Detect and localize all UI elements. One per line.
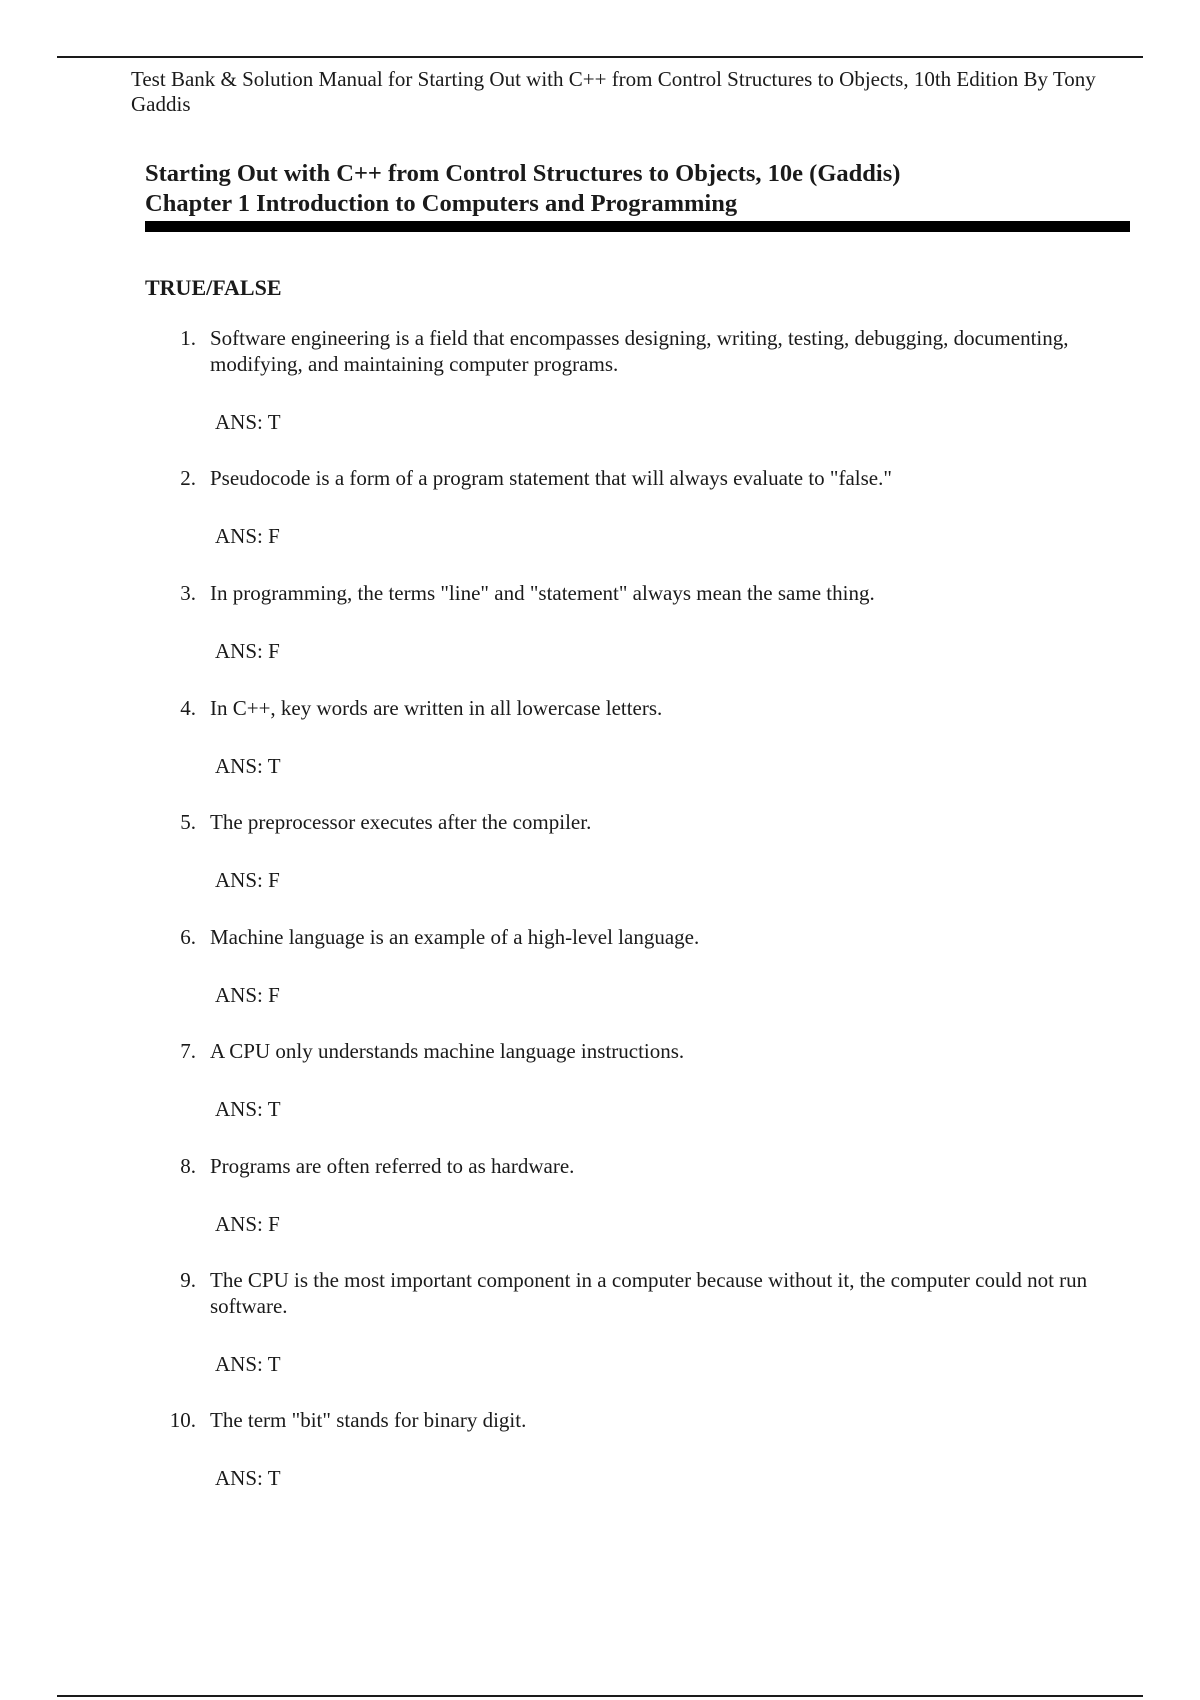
question-number: 4.: [180, 696, 196, 720]
question-item: [150, 465, 1120, 549]
question-number: 8.: [180, 1154, 196, 1178]
question-text: Software engineering is a field that encompasses designing, writing, testing, debugging, documenting, modifying, and maintaining computer programs.: [210, 326, 1069, 376]
question-item: [150, 1407, 1120, 1491]
top-rule: [57, 56, 1143, 58]
question-text: Pseudocode is a form of a program statement that will always evaluate to "false.": [210, 466, 892, 490]
question-number: 3.: [180, 581, 196, 605]
question-answer: ANS: F: [215, 639, 280, 663]
question-number: 9.: [180, 1268, 196, 1292]
question-item: [150, 1267, 1120, 1377]
question-number: 6.: [180, 925, 196, 949]
question-item: [150, 1038, 1120, 1122]
question-text: A CPU only understands machine language instructions.: [210, 1039, 685, 1063]
question-answer: ANS: T: [215, 1352, 281, 1376]
chapter-title: Chapter 1 Introduction to Computers and Programming: [145, 190, 738, 217]
question-answer: ANS: F: [215, 524, 280, 548]
question-number: 2.: [180, 466, 196, 490]
section-heading: TRUE/FALSE: [145, 275, 282, 300]
header-note: Test Bank & Solution Manual for Starting Out with C++ from Control Structures to Objects, 10th Edition By Tony Gaddis: [131, 67, 1096, 116]
question-item: [150, 1153, 1120, 1237]
question-answer: ANS: F: [215, 983, 280, 1007]
question-number: 5.: [180, 810, 196, 834]
question-number: 10.: [169, 1408, 196, 1432]
bottom-rule: [57, 1695, 1143, 1697]
question-text: The term "bit" stands for binary digit.: [210, 1408, 527, 1432]
question-item: [150, 325, 1120, 435]
question-text: The preprocessor executes after the compiler.: [210, 810, 592, 834]
question-answer: ANS: T: [215, 1466, 281, 1490]
question-number: 1.: [180, 326, 196, 350]
question-text: The CPU is the most important component in a computer because without it, the computer could not run software.: [210, 1268, 1088, 1318]
question-answer: ANS: F: [215, 868, 280, 892]
question-item: [150, 809, 1120, 893]
question-text: Machine language is an example of a high-level language.: [210, 925, 700, 949]
question-answer: ANS: T: [215, 754, 281, 778]
question-answer: ANS: T: [215, 1097, 281, 1121]
question-number: 7.: [180, 1039, 196, 1063]
question-text: Programs are often referred to as hardware.: [210, 1154, 575, 1178]
question-item: [150, 695, 1120, 779]
question-text: In C++, key words are written in all lowercase letters.: [210, 696, 663, 720]
question-answer: ANS: F: [215, 1212, 280, 1236]
question-item: [150, 924, 1120, 1008]
title-underline-bar: [145, 221, 1130, 232]
title-block: [145, 159, 1130, 232]
question-item: [150, 580, 1120, 664]
question-text: In programming, the terms "line" and "statement" always mean the same thing.: [210, 581, 875, 605]
question-answer: ANS: T: [215, 410, 281, 434]
book-title: Starting Out with C++ from Control Structures to Objects, 10e (Gaddis): [145, 160, 901, 187]
